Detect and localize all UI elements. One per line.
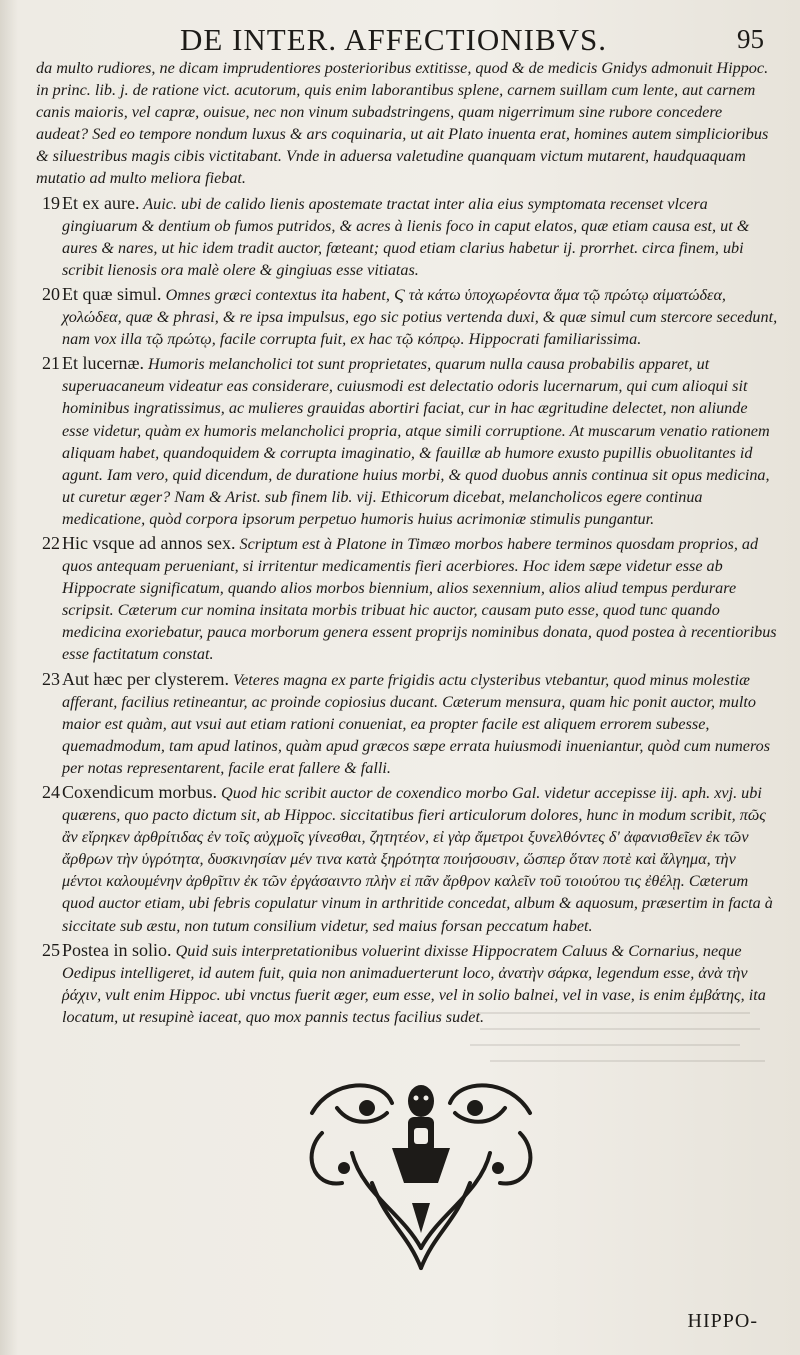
commentary-entry-19 xyxy=(36,192,778,281)
entry-lemma: Aut hæc per clysterem. xyxy=(62,668,229,689)
show-through-texture xyxy=(470,1005,770,1065)
entry-text: Quid suis interpretationibus voluerint dixisse Hippocratem Caluus & Cornarius, neque Oedipus intelligeret, id autem fuit, quia non animaduerterunt loco, ἀνατὴν σάρκα, legendum esse, ἀνὰ τὴν ῥάχιν, vult enim Hippoc. ubi vnctus fuerit æger, eum esse, vel in solio balnei, vel in vase, is enim ἐμβάτης, ita locatum, ut resupinè iaceat, quo mox pannis tectus facilius sudet. xyxy=(62,941,766,1026)
entry-lemma: Et quæ simul. xyxy=(62,283,162,304)
commentary-entry-20 xyxy=(36,283,778,350)
entry-text: Auic. ubi de calido lienis apostemate tractat inter alia eius symptomata recenset vlcera gingiuarum & dentium ob fumos putridos, & acres à lienis foco in caput elatos, quæ etiam causa est, ut & aures & nares, ut hic idem tradit auctor, fœteant; quod etiam clarius habetur ij. prorrhet. circa finem, ubi scribit lienosis ora malè olere & gingiuas esse vitiatas. xyxy=(62,194,750,279)
intro-paragraph xyxy=(36,57,778,190)
entry-number: 21 xyxy=(42,353,60,374)
entry-number: 24 xyxy=(42,782,60,802)
commentary-entry-23 xyxy=(36,668,778,779)
entry-number: 23 xyxy=(42,668,60,689)
entry-number: 20 xyxy=(42,283,60,304)
entry-text: Scriptum est à Platone in Timæo morbos habere terminos quosdam proprios, ad quos antequam perueniant, si irritentur medicamentis fieri acerbiores. Hoc idem sæpe videtur esse ab Hippocrate significatum, quando alios morbos biennium, alios sexennium, alios aliud tempus perdurare scripsit. Cæterum cur nomina insitata morbis tribuat hic auctor, causam puto esse, quod tunc quando medicina exoriebatur, pauca morborum genera essent proprijs nominibus donata, quod postea à recentioribus esse factitatum constat. xyxy=(62,534,777,664)
entry-text: Quod hic scribit auctor de coxendico morbo Gal. videtur accepisse iij. aph. xvj. ubi quærens, quo pacto dictum sit, ab Hippoc. siccitatibus fieri articulorum dolores, hunc in modum scribit, πῶς ἂν εἴρηκεν ἀρθρίτιδας ἐν τοῖς αὐχμοῖς γίνεσθαι, ζητητέον, εἰ γὰρ ἄμετροι ξυνελθόντες δ' ἀφανισθεῖεν ἐκ τῶν ἄρθρων τὴν ὑγρότητα, δυσκινησίαν μέν τινα κατὰ ξηρότητα ποιήσουσιν, ὥσπερ ὅταν ποτὲ καὶ ἄλγημα, τὴν μέντοι καλουμένην ἀρθρῖτιν ἐκ τῶν ἐργάσαιντο πλὴν εἰ πᾶν ἄρθρον καλεῖν τοῦ τοιούτου τις ἐθέλῃ. Cæterum quod auctor etiam, ubi febris copulatur vinum in arthritide concedat, album & aquosum, præsertim in facta à siccitate sub æstu, non tutum consilium videtur, sed maius forsan peccatum habet. xyxy=(62,784,773,935)
commentary-entry-24 xyxy=(36,781,778,937)
entry-lemma: Postea in solio. xyxy=(62,939,172,960)
commentary-entry-22 xyxy=(36,532,778,666)
entry-text: Humoris melancholici tot sunt proprietates, quarum nulla causa probabilis apparet, ut superuacaneum videatur eas considerare, cuiusmodi est delectatio odoris lucernarum, qui cum alioqui sit hominibus ingratissimus, ac mulieres grauidas abortiri faciat, cur in hac ægritudine delectet, non aliunde esse videtur, quàm ex humoris melancholici propria, atque simili corruptione. At muscarum venatio rationem aliquam habet, quandoquidem & corrupta imaginatio, & fauillæ ab humore exusto pupillis obuolitantes id agunt. Iam vero, quid dicendum, de duratione huius morbi, & quod duobus annis continua sit opus medicina, ut curetur æger? Nam & Arist. sub finem lib. vij. Ethicorum dicebat, melancholicos egere continua medicatione, quòd corpora ipsorum perpetuo humoris huius acrimoniæ stimulis pungantur. xyxy=(62,355,770,528)
page-number: 95 xyxy=(737,24,764,54)
entry-lemma: Et ex aure. xyxy=(62,192,140,213)
entry-lemma: Coxendicum morbus. xyxy=(62,782,217,802)
entry-number: 19 xyxy=(42,192,60,213)
intro-text: da multo rudiores, ne dicam imprudentiores posterioribus extitisse, quod & de medicis Gnidys admonuit Hippoc. in princ. lib. j. de ratione vict. acutorum, quis enim laborantibus splene, carnem suillam cum lente, aut carnem canis maioris, vel capræ, ouisue, nec non vinum subadstringens, quam nigerrimum sine rubore concedere audeat? Sed eo tempore nondum luxus & ars coquinaria, ut ait Plato inuenta erat, homines autem simplicioribus & siluestribus magis cibis victitabant. Vnde in aduersa valetudine quanquam victum mutarent, haudquaquam mutatio ad multo meliora fiebat. xyxy=(36,59,769,188)
entry-number: 22 xyxy=(42,532,60,553)
catchword: HIPPO- xyxy=(687,1310,758,1332)
commentary-text xyxy=(36,57,778,1030)
entry-lemma: Hic vsque ad annos sex. xyxy=(62,532,236,553)
entry-text: Veteres magna ex parte frigidis actu clysteribus vtebantur, quod minus molestiæ afferant, facilius retineantur, ac proinde copiosius ducant. Cæterum mensura, quam hic ponit auctor, multo maior est quàm, aut vsui aut etiam rationi conueniat, ea propter facile est aliquem errorem subesse, quemadmodum, tam apud latinos, quàm apud græcos sæpe errata huiusmodi inueniantur, quòd cum numeros per notas representarent, facile erat fallere & falli. xyxy=(62,670,771,777)
running-head: DE INTER. AFFECTIONIBVS. xyxy=(180,22,608,57)
tailpiece-ornament xyxy=(292,1073,550,1273)
entry-number: 25 xyxy=(42,939,60,960)
entry-text: Omnes græci contextus ita habent, Ϛ τὰ κάτω ὑποχωρέοντα ἅμα τῷ πρώτῳ αἱματώδεα, χολώδεα, quæ & phrasi, & re ipsa impulsus, ego sic potius vertenda duxi, & quæ simul cum stercore secedunt, nam vox illa τῷ πρώτῳ, facile corrupta fuit, ex hac τῷ κόπρῳ. Hippocrati familiarissima. xyxy=(62,285,778,349)
page-header xyxy=(0,22,800,56)
entry-lemma: Et lucernæ. xyxy=(62,353,144,374)
commentary-entry-21 xyxy=(36,352,778,530)
